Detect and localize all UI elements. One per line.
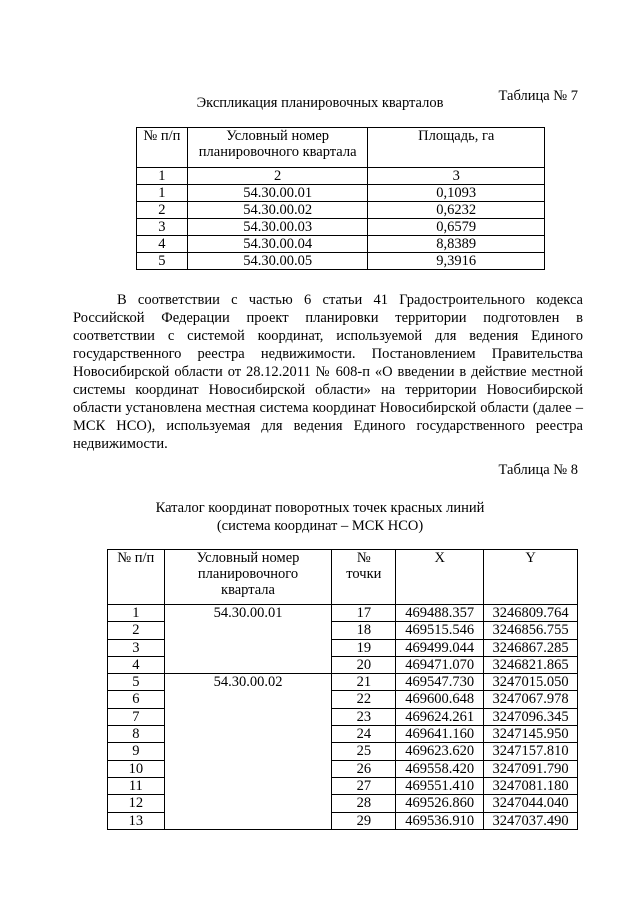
x-coordinate-cell: 469551.410 [396, 777, 484, 794]
cell: 54.30.00.02 [187, 202, 368, 219]
table-8-caption: Таблица № 8 [498, 462, 578, 478]
header-cell: Условный номер планировочного квартала [187, 128, 368, 168]
y-coordinate-cell: 3246856.755 [484, 622, 578, 639]
table-row [137, 202, 545, 219]
quarter-cell: 54.30.00.02 [164, 674, 332, 830]
cell: 4 [137, 236, 188, 253]
y-coordinate-cell: 3247157.810 [484, 743, 578, 760]
cell: 3 [368, 168, 545, 185]
x-coordinate-cell: 469641.160 [396, 726, 484, 743]
table-7-title: Экспликация планировочных кварталов [196, 95, 444, 111]
point-number-cell: 25 [332, 743, 396, 760]
row-number-cell: 2 [108, 622, 165, 639]
paragraph-line: недвижимости. [73, 436, 168, 452]
row-number-cell: 5 [108, 674, 165, 691]
table-7-caption: Таблица № 7 [498, 88, 578, 104]
x-coordinate-cell: 469515.546 [396, 622, 484, 639]
table-8-title-line: (система координат – МСК НСО) [216, 518, 424, 534]
table-row [108, 674, 578, 691]
planning-quarters-table [136, 127, 545, 270]
coordinates-table [107, 549, 578, 830]
table-8-title-line: Каталог координат поворотных точек красных линий [155, 500, 485, 516]
row-number-cell: 4 [108, 656, 165, 673]
x-coordinate-cell: 469547.730 [396, 674, 484, 691]
cell: 5 [137, 253, 188, 270]
row-number-cell: 8 [108, 726, 165, 743]
y-coordinate-cell: 3247096.345 [484, 708, 578, 725]
x-coordinate-cell: 469526.860 [396, 795, 484, 812]
header-cell: Условный номер планировочного квартала [164, 550, 332, 605]
paragraph-line: Российской Федерации проект планировки территории подготовлен в [73, 310, 583, 326]
point-number-cell: 23 [332, 708, 396, 725]
x-coordinate-cell: 469623.620 [396, 743, 484, 760]
cell: 0,1093 [368, 185, 545, 202]
table-header-row [137, 128, 545, 168]
cell: 1 [137, 168, 188, 185]
x-coordinate-cell: 469600.648 [396, 691, 484, 708]
point-number-cell: 19 [332, 639, 396, 656]
point-number-cell: 21 [332, 674, 396, 691]
y-coordinate-cell: 3246867.285 [484, 639, 578, 656]
row-number-cell: 1 [108, 605, 165, 622]
header-cell: № п/п [137, 128, 188, 168]
y-coordinate-cell: 3247145.950 [484, 726, 578, 743]
cell: 2 [187, 168, 368, 185]
table-row [137, 253, 545, 270]
table-8-title [0, 499, 640, 535]
column-numbering-row [137, 168, 545, 185]
point-number-cell: 22 [332, 691, 396, 708]
y-coordinate-cell: 3246809.764 [484, 605, 578, 622]
paragraph-line: В соответствии с частью 6 статьи 41 Градостроительного кодекса [117, 292, 583, 308]
point-number-cell: 24 [332, 726, 396, 743]
cell: 9,3916 [368, 253, 545, 270]
row-number-cell: 11 [108, 777, 165, 794]
row-number-cell: 13 [108, 812, 165, 829]
quarter-cell: 54.30.00.01 [164, 605, 332, 674]
row-number-cell: 12 [108, 795, 165, 812]
row-number-cell: 3 [108, 639, 165, 656]
header-cell: № точки [332, 550, 396, 605]
cell: 54.30.00.01 [187, 185, 368, 202]
point-number-cell: 18 [332, 622, 396, 639]
point-number-cell: 29 [332, 812, 396, 829]
paragraph-line: Новосибирской области от 28.12.2011 № 608-п «О введении в действие местной [73, 364, 583, 380]
y-coordinate-cell: 3246821.865 [484, 656, 578, 673]
y-coordinate-cell: 3247091.790 [484, 760, 578, 777]
table-row [137, 236, 545, 253]
row-number-cell: 7 [108, 708, 165, 725]
paragraph-line: государственного реестра недвижимости. Постановлением Правительства [73, 346, 583, 362]
cell: 1 [137, 185, 188, 202]
cell: 54.30.00.03 [187, 219, 368, 236]
header-cell: Площадь, га [368, 128, 545, 168]
header-cell: X [396, 550, 484, 605]
cell: 2 [137, 202, 188, 219]
point-number-cell: 27 [332, 777, 396, 794]
table-row [108, 605, 578, 622]
x-coordinate-cell: 469471.070 [396, 656, 484, 673]
y-coordinate-cell: 3247067.978 [484, 691, 578, 708]
y-coordinate-cell: 3247037.490 [484, 812, 578, 829]
header-cell: № п/п [108, 550, 165, 605]
x-coordinate-cell: 469558.420 [396, 760, 484, 777]
cell: 54.30.00.05 [187, 253, 368, 270]
table-row [137, 219, 545, 236]
y-coordinate-cell: 3247081.180 [484, 777, 578, 794]
row-number-cell: 9 [108, 743, 165, 760]
body-paragraph [73, 291, 583, 453]
point-number-cell: 28 [332, 795, 396, 812]
paragraph-line: МСК НСО), используемая для ведения Единого государственного реестра [73, 418, 583, 434]
paragraph-line: соответствии с системой координат, используемой для ведения Единого [73, 328, 583, 344]
x-coordinate-cell: 469488.357 [396, 605, 484, 622]
paragraph-line: области установлена местная система координат Новосибирской области (далее – [73, 400, 583, 416]
y-coordinate-cell: 3247015.050 [484, 674, 578, 691]
point-number-cell: 20 [332, 656, 396, 673]
row-number-cell: 10 [108, 760, 165, 777]
cell: 3 [137, 219, 188, 236]
point-number-cell: 26 [332, 760, 396, 777]
cell: 0,6232 [368, 202, 545, 219]
point-number-cell: 17 [332, 605, 396, 622]
cell: 54.30.00.04 [187, 236, 368, 253]
x-coordinate-cell: 469536.910 [396, 812, 484, 829]
paragraph-line: системы координат Новосибирской области» на территории Новосибирской [73, 382, 583, 398]
row-number-cell: 6 [108, 691, 165, 708]
table-row [137, 185, 545, 202]
x-coordinate-cell: 469499.044 [396, 639, 484, 656]
x-coordinate-cell: 469624.261 [396, 708, 484, 725]
table-header-row [108, 550, 578, 605]
cell: 0,6579 [368, 219, 545, 236]
cell: 8,8389 [368, 236, 545, 253]
y-coordinate-cell: 3247044.040 [484, 795, 578, 812]
header-cell: Y [484, 550, 578, 605]
